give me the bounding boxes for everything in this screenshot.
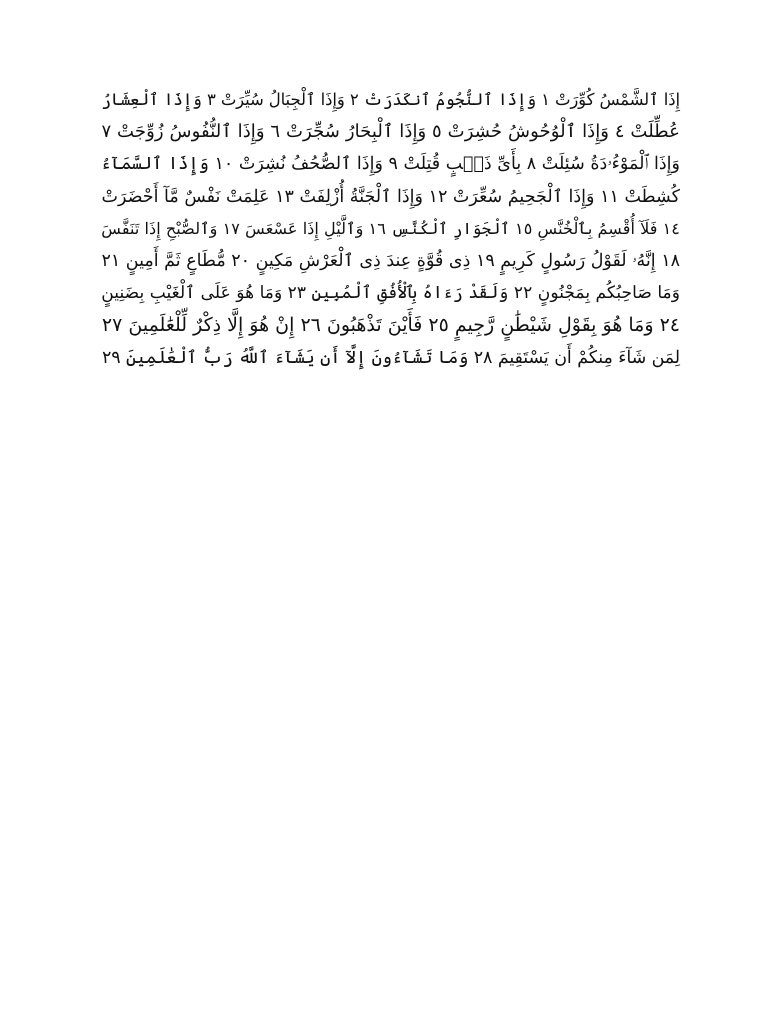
text-line-6: ١٨ إِنَّهُۥ لَقَوْلُ رَسُولٍ كَرِيمٍ ١٩ ذِى قُوَّةٍ عِندَ ذِى ٱلْعَرْشِ مَكِينٍ ٢٠ مُّطَاعٍ ثَمَّ أَمِينٍ ٢١	[101, 250, 680, 271]
text-line-9: لِمَن شَآءَ مِنكُمْ أَن يَسْتَقِيمَ ٢٨ وَمَا تَشَآءُونَ إِلَّآ أَن يَشَآءَ ٱللَّهُ رَبُّ ٱلْعَٰلَمِينَ ٢٩	[101, 347, 680, 368]
text-line-5: ١٤ فَلَآ أُقْسِمُ بِٱلْخُنَّسِ ١٥ ٱلْجَوَارِ ٱلْكُنَّسِ ١٦ وَٱلَّيْلِ إِذَا عَسْعَسَ ١٧ وَٱلصُّبْحِ إِذَا تَنَفَّسَ	[101, 218, 680, 238]
text-line-7: وَمَا صَاحِبُكُم بِمَجْنُونٍ ٢٢ وَلَقَدْ رَءَاهُ بِٱلْأُفُقِ ٱلْمُبِينِ ٢٣ وَمَا هُوَ عَلَى ٱلْغَيْبِ بِضَنِينٍ	[101, 283, 680, 304]
text-line-4: كُشِطَتْ ١١ وَإِذَا ٱلْجَحِيمُ سُعِّرَتْ ١٢ وَإِذَا ٱلْجَنَّةُ أُزْلِفَتْ ١٣ عَلِمَتْ نَفْسٌ مَّآ أَحْضَرَتْ	[101, 186, 680, 207]
text-line-2: عُطِّلَتْ ٤ وَإِذَا ٱلْوُحُوشُ حُشِرَتْ ٥ وَإِذَا ٱلْبِحَارُ سُجِّرَتْ ٦ وَإِذَا ٱلنُّفُوسُ زُوِّجَتْ ٧	[101, 121, 680, 143]
text-line-8: ٢٤ وَمَا هُوَ بِقَوْلِ شَيْطَٰنٍ رَّجِيمٍ ٢٥ فَأَيْنَ تَذْهَبُونَ ٢٦ إِنْ هُوَ إِلَّا ذِكْرٌ لِّلْعَٰلَمِينَ ٢٧	[101, 314, 680, 337]
arabic-text-block	[98, 84, 680, 374]
text-line-1: إِذَا ٱلشَّمْسُ كُوِّرَتْ ١ وَإِذَا ٱلنُّجُومُ ٱنكَدَرَتْ ٢ وَإِذَا ٱلْجِبَالُ سُيِّرَتْ ٣ وَإِذَا ٱلْعِشَارُ	[101, 90, 680, 109]
text-line-3: وَإِذَا ٱلْمَوْءُۥدَةُ سُئِلَتْ ٨ بِأَىِّ ذَنۢبٍ قُتِلَتْ ٩ وَإِذَا ٱلصُّحُفُ نُشِرَتْ ١٠ وَإِذَا ٱلسَّمَآءُ	[100, 154, 680, 175]
